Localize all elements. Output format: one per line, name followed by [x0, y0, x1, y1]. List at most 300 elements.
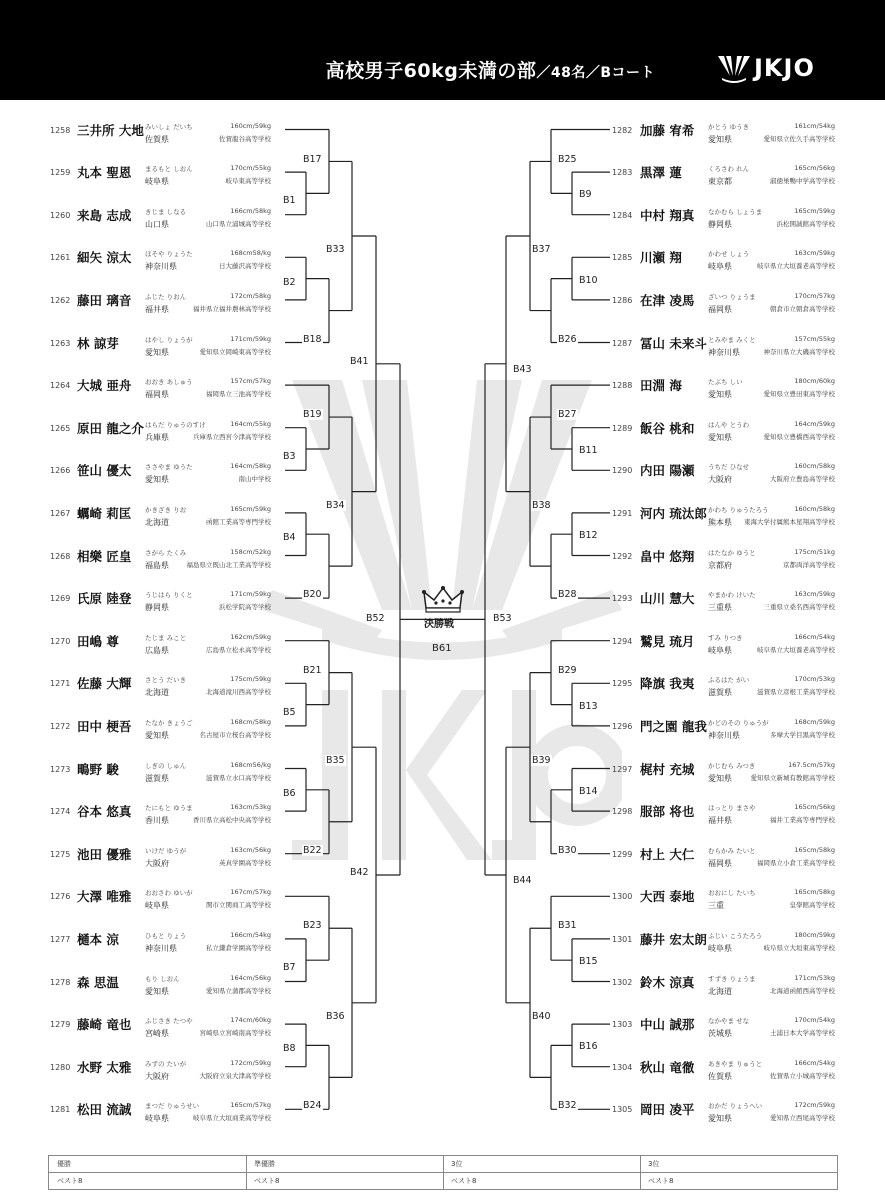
player-kana: たじま みこと: [145, 633, 187, 642]
match-label: B37: [532, 244, 551, 255]
result-title: 3位: [451, 1160, 463, 1168]
match-label: B4: [283, 532, 296, 544]
player-school: 私立鎌倉学園高等学校: [206, 943, 271, 952]
player-name: 樋本 涼: [77, 931, 119, 947]
player-height-weight: 163cm/56kg: [230, 845, 271, 854]
player-number: 1301: [612, 934, 633, 944]
match-label: B41: [350, 355, 369, 367]
player-kana: おかだ りょうへい: [708, 1102, 763, 1111]
player-height-weight: 164cm/55kg: [230, 419, 271, 428]
player-number: 1294: [612, 636, 633, 646]
player-kana: やまかわ けいた: [708, 591, 756, 600]
player-height-weight: 160cm/59kg: [230, 121, 271, 130]
player-kana: はらだ りゅうのすけ: [145, 420, 206, 429]
player-kana: ふるはた がい: [708, 676, 750, 685]
player-entry: [0, 164, 285, 206]
player-entry: [610, 675, 835, 717]
match-label: B5: [283, 706, 296, 718]
match-label: B22: [303, 844, 322, 856]
player-school: 香川県立高松中央高等学校: [193, 816, 271, 825]
player-prefecture: 愛知県: [708, 432, 732, 442]
player-prefecture: 北海道: [145, 517, 169, 527]
player-name: 原田 龍之介: [77, 420, 144, 436]
player-entry: [0, 888, 285, 930]
player-number: 1270: [50, 636, 71, 646]
result-subtitle: ベスト8: [451, 1177, 477, 1185]
player-prefecture: 茨城県: [708, 1029, 732, 1039]
player-name: 藤田 璃音: [77, 292, 132, 308]
player-entry: [0, 206, 285, 249]
player-prefecture: 神奈川県: [145, 943, 177, 953]
final-match-label: 決勝戦: [424, 619, 454, 630]
player-school: 岐阜県立大垣養老高等学校: [757, 645, 835, 654]
player-entry: [610, 377, 835, 419]
player-height-weight: 160cm/58kg: [794, 504, 835, 513]
result-champion: [49, 1156, 247, 1189]
player-number: 1268: [50, 551, 71, 561]
player-school: 英真学園高等学校: [219, 858, 271, 867]
match-label: B53: [493, 613, 512, 625]
player-height-weight: 161cm/54kg: [794, 121, 835, 130]
player-school: 函館工業高等専門学校: [206, 517, 271, 526]
match-label: B8: [283, 1043, 296, 1055]
player-kana: たにもと ゆうま: [145, 804, 193, 813]
player-school: 日大藤沢高等学校: [219, 262, 271, 271]
player-kana: うちだ ひなせ: [708, 463, 750, 472]
player-prefecture: 大阪府: [708, 475, 732, 485]
player-kana: まつだ りゅうせい: [145, 1102, 200, 1111]
player-school: 滋賀県立彦根工業高等学校: [757, 688, 835, 697]
player-name: 黒澤 蓮: [640, 165, 682, 181]
player-prefecture: 愛知県: [145, 347, 169, 357]
player-number: 1282: [612, 125, 633, 135]
player-school: 愛知県立新城有教館高等学校: [750, 773, 835, 782]
player-number: 1284: [612, 210, 633, 220]
player-height-weight: 170cm/57kg: [794, 291, 835, 300]
player-entry: [610, 249, 835, 291]
player-kana: かとう ゆうき: [708, 122, 750, 131]
player-height-weight: 164cm/59kg: [794, 419, 835, 428]
player-height-weight: 164cm/58kg: [230, 462, 271, 471]
player-kana: はっとり まさや: [708, 804, 756, 813]
player-name: 森 思温: [77, 974, 119, 990]
match-label: B25: [558, 153, 577, 165]
player-name: 大澤 唯雅: [77, 889, 132, 905]
player-prefecture: 福井県: [708, 816, 732, 826]
player-number: 1279: [50, 1020, 71, 1030]
player-name: 田中 梗吾: [77, 718, 132, 734]
player-prefecture: 静岡県: [145, 603, 169, 613]
match-label: B18: [303, 333, 322, 345]
player-kana: まるもと しおん: [145, 165, 193, 174]
player-number: 1258: [50, 125, 71, 135]
player-number: 1274: [50, 807, 71, 817]
player-name: 岡田 凌平: [640, 1102, 695, 1118]
player-height-weight: 167.5cm/57kg: [788, 760, 835, 769]
result-subtitle: ベスト8: [648, 1177, 674, 1185]
player-kana: はんや とうわ: [708, 420, 750, 429]
player-number: 1278: [50, 977, 71, 987]
player-height-weight: 157cm/55kg: [794, 334, 835, 343]
player-number: 1281: [50, 1105, 71, 1115]
player-entry: [0, 462, 285, 504]
player-prefecture: 愛知県: [145, 986, 169, 996]
player-school: 愛知県立西尾高等学校: [770, 1114, 835, 1123]
player-height-weight: 163cm/53kg: [230, 803, 271, 812]
player-entry: [610, 547, 835, 590]
player-school: 兵庫県立西宮今津高等学校: [193, 432, 271, 441]
player-kana: うじはら りくと: [145, 591, 193, 600]
match-label: B52: [366, 613, 385, 625]
player-name: 在津 凌馬: [640, 292, 695, 308]
player-height-weight: 165cm/59kg: [230, 504, 271, 513]
player-name: 佐藤 大輝: [77, 676, 132, 692]
player-name: 鷲見 琉月: [640, 633, 695, 649]
player-height-weight: 171cm/53kg: [794, 973, 835, 982]
player-prefecture: 熊本県: [708, 517, 732, 527]
player-prefecture: 滋賀県: [708, 688, 732, 698]
player-school: 愛知県立豊橋西高等学校: [763, 432, 835, 441]
player-entry: [0, 1101, 285, 1143]
player-number: 1267: [50, 508, 71, 518]
player-prefecture: 三重県: [708, 603, 732, 613]
player-entry: [610, 291, 835, 334]
player-school: 岐阜県立大垣養老高等学校: [757, 262, 835, 271]
player-entry: [0, 377, 285, 419]
player-prefecture: 愛知県: [145, 730, 169, 740]
match-label: B29: [558, 664, 577, 676]
match-label: B32: [558, 1100, 577, 1112]
player-number: 1289: [612, 423, 633, 433]
player-prefecture: 岐阜県: [708, 645, 732, 655]
player-school: 土浦日本大学高等学校: [770, 1029, 835, 1038]
player-number: 1266: [50, 466, 71, 476]
result-third-b: [640, 1156, 837, 1189]
player-name: 内田 陽瀬: [640, 463, 695, 479]
player-number: 1259: [50, 168, 71, 178]
match-label: B11: [579, 445, 598, 456]
player-number: 1277: [50, 934, 71, 944]
player-height-weight: 165cm/56kg: [794, 803, 835, 812]
player-kana: みずの たいが: [145, 1059, 187, 1068]
match-label: B23: [303, 920, 322, 932]
player-prefecture: 佐賀県: [145, 134, 169, 144]
match-label: B2: [283, 276, 296, 288]
player-school: 浜松開誠館高等学校: [776, 219, 835, 228]
player-kana: みいしょ だいち: [145, 122, 193, 131]
player-kana: かわせ しょう: [708, 250, 750, 259]
player-height-weight: 168cm56/kg: [230, 760, 271, 769]
player-school: 浜松学院高等学校: [219, 603, 271, 612]
player-prefecture: 岐阜県: [708, 943, 732, 953]
player-prefecture: 三重: [708, 901, 724, 911]
match-label: B12: [579, 530, 598, 542]
player-name: 水野 太雅: [77, 1059, 132, 1075]
player-height-weight: 157cm/57kg: [230, 377, 271, 386]
player-kana: とみやま みくと: [708, 335, 756, 344]
player-prefecture: 香川県: [145, 816, 169, 826]
player-height-weight: 172cm/58kg: [230, 291, 271, 300]
player-height-weight: 168cm58/kg: [230, 249, 271, 258]
player-number: 1269: [50, 594, 71, 604]
player-number: 1288: [612, 381, 633, 391]
player-prefecture: 岐阜県: [145, 1114, 169, 1124]
player-school: 岐阜県立大垣商業高等学校: [193, 1114, 271, 1123]
player-name: 鴫野 駿: [77, 761, 119, 777]
player-school: 宮崎県立宮崎南高等学校: [199, 1029, 271, 1038]
player-name: 川瀬 翔: [640, 250, 682, 266]
player-kana: おおき あしゅう: [145, 378, 193, 387]
player-height-weight: 163cm/59kg: [794, 249, 835, 258]
player-entry: [610, 632, 835, 675]
player-number: 1272: [50, 721, 71, 731]
player-kana: かじむら みつき: [708, 761, 756, 770]
player-prefecture: 福井県: [145, 304, 169, 314]
player-name: 秋山 竜徹: [640, 1059, 695, 1075]
player-number: 1285: [612, 253, 633, 263]
player-kana: すみ りつき: [708, 633, 743, 642]
player-kana: たぶち しい: [708, 378, 743, 387]
player-prefecture: 愛知県: [145, 475, 169, 485]
player-school: 北海道滝川西高等学校: [206, 688, 271, 697]
player-prefecture: 広島県: [145, 645, 169, 655]
match-label: B27: [558, 409, 577, 421]
player-entry: [610, 419, 835, 462]
player-entry: [610, 164, 835, 206]
player-entry: [610, 717, 835, 760]
player-prefecture: 岐阜県: [708, 262, 732, 272]
result-title: 3位: [648, 1160, 660, 1168]
player-entry: [0, 334, 285, 377]
player-school: 福井工業高等専門学校: [770, 816, 835, 825]
player-name: 加藤 宥希: [640, 122, 695, 138]
player-number: 1271: [50, 679, 71, 689]
player-number: 1298: [612, 807, 633, 817]
player-number: 1286: [612, 295, 633, 305]
player-entry: [610, 1016, 835, 1058]
match-label: B30: [558, 844, 577, 856]
player-name: 細矢 涼太: [77, 250, 132, 266]
title-sub: ／48名／Bコート: [536, 65, 655, 81]
player-prefecture: 愛知県: [708, 134, 732, 144]
player-number: 1262: [50, 295, 71, 305]
player-school: 愛知県立蒲郡高等学校: [206, 986, 271, 995]
player-school: 福島県立既山北工業高等学校: [186, 560, 271, 569]
player-height-weight: 166cm/54kg: [794, 632, 835, 641]
player-height-weight: 158cm/52kg: [230, 547, 271, 556]
player-prefecture: 滋賀県: [145, 773, 169, 783]
player-entry: [0, 760, 285, 803]
player-entry: [0, 717, 285, 760]
player-kana: むらかみ たいと: [708, 846, 756, 855]
player-name: 田嶋 尊: [77, 633, 119, 649]
player-name: 池田 優雅: [77, 846, 132, 862]
match-label: B13: [579, 700, 598, 712]
player-name: 門之園 龍我: [640, 718, 707, 734]
player-entry: [0, 504, 285, 547]
player-kana: ふじい こうたろう: [708, 931, 763, 940]
match-label: B3: [283, 451, 296, 462]
player-height-weight: 165cm/56kg: [794, 164, 835, 173]
player-height-weight: 165cm/58kg: [794, 888, 835, 897]
player-kana: きじま しなる: [145, 207, 187, 216]
player-school: 福井県立福井農林高等学校: [193, 304, 271, 313]
player-kana: あきやま りゅうと: [708, 1059, 763, 1068]
player-school: 福岡県立小倉工業高等学校: [757, 858, 835, 867]
player-entry: [0, 547, 285, 590]
player-height-weight: 171cm/59kg: [230, 334, 271, 343]
player-prefecture: 福岡県: [708, 304, 732, 314]
player-name: 氏原 陸登: [77, 591, 132, 607]
player-height-weight: 164cm/56kg: [230, 973, 271, 982]
player-school: 佐賀龍谷高等学校: [219, 134, 271, 143]
result-subtitle: ベスト8: [254, 1177, 280, 1185]
player-prefecture: 山口県: [145, 219, 169, 229]
player-school: 愛知県立岡崎東高等学校: [199, 347, 271, 356]
player-entry: [610, 504, 835, 547]
player-kana: ひもと りょう: [145, 931, 187, 940]
match-label: B39: [532, 755, 551, 767]
match-label: B35: [326, 755, 345, 767]
player-school: 岐阜県立大垣東高等学校: [763, 943, 835, 952]
player-prefecture: 愛知県: [708, 773, 732, 783]
player-entry: [610, 888, 835, 930]
crown-icon: [422, 584, 464, 614]
match-label: B38: [532, 499, 551, 511]
player-height-weight: 172cm/59kg: [794, 1101, 835, 1110]
player-prefecture: 岐阜県: [145, 177, 169, 187]
match-label: B31: [558, 920, 577, 932]
player-school: 東海大学付属熊本星翔高等学校: [744, 517, 835, 526]
player-kana: かわち りゅうたろう: [708, 505, 769, 514]
player-school: 北海道函館西高等学校: [770, 986, 835, 995]
player-name: 丸本 聖恩: [77, 165, 132, 181]
logo-text: JKJO: [754, 54, 815, 82]
player-kana: はたなか ゆうと: [708, 548, 756, 557]
match-label: B44: [513, 875, 532, 886]
player-entry: [0, 973, 285, 1016]
player-school: 関市立関商工高等学校: [206, 901, 271, 910]
player-prefecture: 神奈川県: [708, 347, 740, 357]
player-height-weight: 165cm/58kg: [794, 845, 835, 854]
match-label: B9: [579, 189, 592, 201]
player-prefecture: 岐阜県: [145, 901, 169, 911]
player-kana: いけだ ゆうが: [145, 846, 187, 855]
player-kana: はやし りょうが: [145, 335, 193, 344]
player-name: 中山 誠那: [640, 1017, 695, 1033]
player-number: 1287: [612, 338, 633, 348]
match-label: B20: [303, 589, 322, 601]
player-number: 1299: [612, 849, 633, 859]
player-height-weight: 180cm/59kg: [794, 930, 835, 939]
player-entry: [0, 291, 285, 334]
player-number: 1297: [612, 764, 633, 774]
player-name: 大西 泰地: [640, 889, 695, 905]
player-prefecture: 福岡県: [708, 858, 732, 868]
player-name: 藤井 宏太朗: [640, 931, 707, 947]
player-name: 鈴木 涼真: [640, 974, 695, 990]
player-prefecture: 東京都: [708, 177, 732, 187]
player-entry: [0, 249, 285, 291]
player-number: 1261: [50, 253, 71, 263]
player-entry: [610, 206, 835, 249]
match-label: B24: [303, 1100, 322, 1112]
player-height-weight: 166cm/54kg: [794, 1058, 835, 1067]
player-prefecture: 京都府: [708, 560, 732, 570]
player-number: 1283: [612, 168, 633, 178]
player-school: 多摩大学目黒高等学校: [770, 730, 835, 739]
player-name: 畠中 悠翔: [640, 548, 695, 564]
player-number: 1263: [50, 338, 71, 348]
player-number: 1292: [612, 551, 633, 561]
player-height-weight: 174cm/60kg: [230, 1016, 271, 1025]
player-school: 淑徳巣鴨中学高等学校: [770, 177, 835, 186]
player-name: 大城 亜舟: [77, 378, 132, 394]
player-number: 1304: [612, 1062, 633, 1072]
player-name: 降旗 我夷: [640, 676, 695, 692]
player-kana: くろさわ れん: [708, 165, 750, 174]
player-number: 1293: [612, 594, 633, 604]
match-label: B6: [283, 787, 296, 799]
player-entry: [610, 1058, 835, 1101]
player-kana: かどのその りゅうが: [708, 718, 769, 727]
player-prefecture: 福岡県: [145, 390, 169, 400]
match-label: B15: [579, 956, 598, 968]
player-number: 1264: [50, 381, 71, 391]
player-prefecture: 神奈川県: [708, 730, 740, 740]
player-kana: さがら たくみ: [145, 548, 187, 557]
player-kana: かきざき りお: [145, 505, 187, 514]
player-school: 岐阜東高等学校: [225, 177, 271, 186]
player-school: 京都両洋高等学校: [783, 560, 835, 569]
player-name: 田淵 海: [640, 378, 682, 394]
player-name: 来島 志成: [77, 207, 132, 223]
player-number: 1273: [50, 764, 71, 774]
player-kana: おおさわ ゆいが: [145, 889, 193, 898]
player-school: 滋賀県立水口高等学校: [206, 773, 271, 782]
result-runner-up: [246, 1156, 444, 1189]
player-name: 林 諒芽: [77, 335, 119, 351]
player-name: 中村 翔真: [640, 207, 695, 223]
player-entry: [0, 1016, 285, 1058]
match-label: B33: [326, 244, 345, 255]
player-name: 飯谷 桃和: [640, 420, 695, 436]
player-entry: [610, 845, 835, 888]
player-height-weight: 168cm/59kg: [794, 717, 835, 726]
match-label: B21: [303, 664, 322, 676]
match-label: B42: [350, 867, 369, 878]
result-subtitle: ベスト8: [57, 1177, 83, 1185]
player-entry: [610, 973, 835, 1016]
player-height-weight: 175cm/51kg: [794, 547, 835, 556]
player-entry: [610, 803, 835, 845]
player-name: 三井所 大地: [77, 122, 144, 138]
player-kana: おおにし たいち: [708, 889, 756, 898]
player-prefecture: 愛知県: [708, 390, 732, 400]
player-height-weight: 166cm/58kg: [230, 206, 271, 215]
player-entry: [0, 419, 285, 462]
player-school: 福岡県立三池高等学校: [206, 390, 271, 399]
player-kana: ふじた りおん: [145, 292, 187, 301]
player-school: 神奈川県立大磯高等学校: [763, 347, 835, 356]
match-label: B10: [579, 274, 598, 286]
player-name: 村上 大仁: [640, 846, 695, 862]
player-name: 蠣崎 莉匡: [77, 505, 132, 521]
result-title: 優勝: [57, 1160, 71, 1168]
match-label: B17: [303, 153, 322, 165]
player-prefecture: 宮崎県: [145, 1029, 169, 1039]
player-number: 1290: [612, 466, 633, 476]
